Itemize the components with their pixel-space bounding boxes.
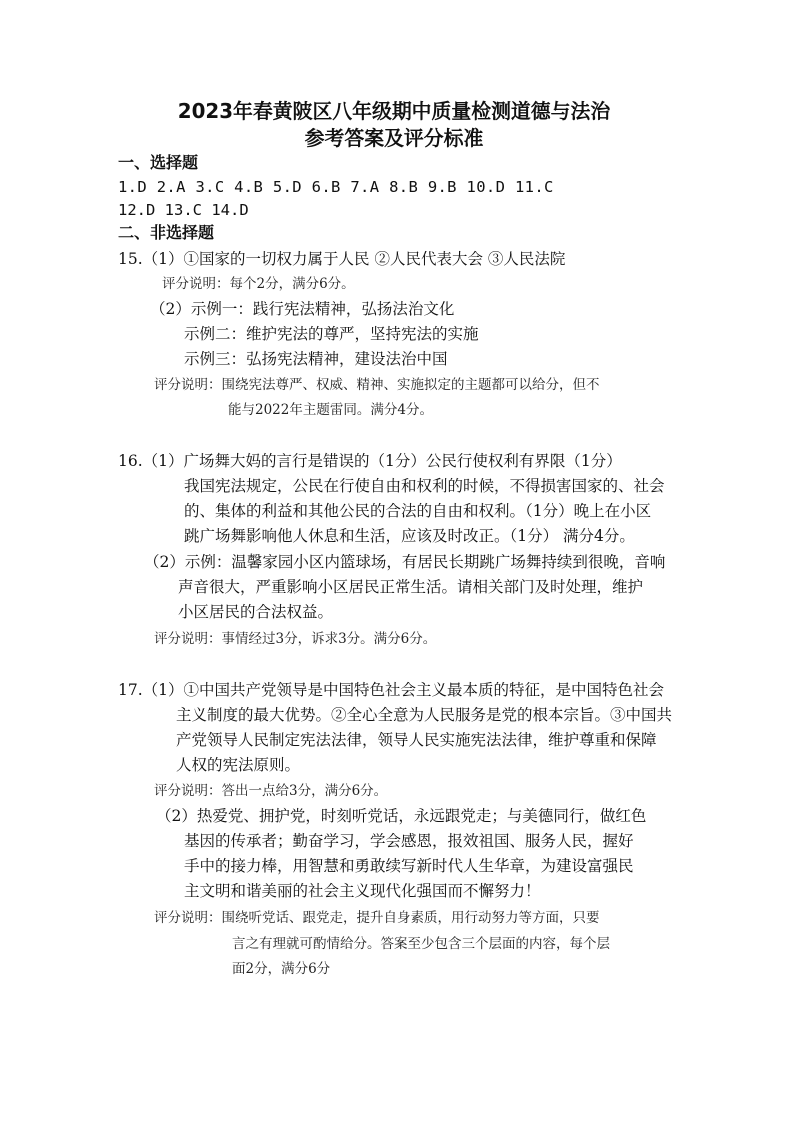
section-heading-nonchoice: 二、非选择题: [118, 223, 215, 242]
q16-line4: 跳广场舞影响他人休息和生活，应该及时改正。（1分） 满分4分。: [184, 527, 635, 545]
choice-answers-line-1: 1.D 2.A 3.C 4.B 5.D 6.B 7.A 8.B 9.B 10.D 11.C: [118, 178, 554, 196]
q15-note2-line1: 评分说明：围绕宪法尊严、权威、精神、实施拟定的主题都可以给分，但不: [154, 377, 600, 393]
q16-line3: 的、集体的利益和其他公民的合法的自由和权利。（1分）晚上在小区: [184, 502, 652, 520]
page-subtitle: 参考答案及评分标准: [304, 126, 484, 150]
q17-line7: 手中的接力棒，用智慧和勇敢续写新时代人生华章，为建设富强民: [184, 857, 634, 875]
q15-part2: （2）示例一：践行宪法精神，弘扬法治文化: [150, 300, 455, 318]
q16-part2: （2）示例：温馨家园小区内篮球场，有居民长期跳广场舞持续到很晚，音响: [144, 553, 666, 571]
q15-part1: 15.（1）①国家的一切权力属于人民 ②人民代表大会 ③人民法院: [118, 250, 566, 268]
q17-note2-line1: 评分说明：围绕听党话、跟党走，提升自身素质，用行动努力等方面，只要: [154, 910, 600, 926]
q15-note2-line2: 能与2022年主题雷同。满分4分。: [228, 402, 433, 418]
q17-note2-line2: 言之有理就可酌情给分。答案至少包含三个层面的内容，每个层: [232, 936, 610, 952]
q17-part2: （2）热爱党、拥护党，时刻听党话，永远跟党走；与美德同行，做红色: [156, 807, 647, 825]
q15-example2: 示例二：维护宪法的尊严，坚持宪法的实施: [184, 325, 479, 343]
q17-part1: 17.（1）①中国共产党领导是中国特色社会主义最本质的特征，是中国特色社会: [118, 681, 665, 699]
q17-line3: 产党领导人民制定宪法法律，领导人民实施宪法法律，维护尊重和保障: [176, 731, 657, 749]
q16-line2: 我国宪法规定，公民在行使自由和权利的时候，不得损害国家的、社会: [184, 477, 665, 495]
section-heading-choice: 一、选择题: [118, 153, 199, 172]
q16-line7: 小区居民的合法权益。: [178, 603, 334, 621]
q16-part1: 16.（1）广场舞大妈的言行是错误的（1分）公民行使权利有界限（1分）: [118, 452, 622, 470]
q17-note2-line3: 面2分，满分6分: [232, 961, 331, 977]
page-title: 2023年春黄陂区八年级期中质量检测道德与法治: [177, 99, 611, 123]
q17-note1: 评分说明：答出一点给3分，满分6分。: [154, 783, 388, 799]
q17-line6: 基因的传承者；勤奋学习，学会感恩，报效祖国、服务人民，握好: [184, 832, 634, 850]
q15-note1: 评分说明：每个2分，满分6分。: [162, 276, 355, 292]
q15-example3: 示例三：弘扬宪法精神，建设法治中国: [184, 350, 448, 368]
choice-answers-line-2: 12.D 13.C 14.D: [118, 201, 249, 219]
q17-line4: 人权的宪法原则。: [176, 756, 301, 774]
q17-line2: 主义制度的最大优势。②全心全意为人民服务是党的根本宗旨。③中国共: [176, 706, 673, 724]
q16-note: 评分说明：事情经过3分，诉求3分。满分6分。: [154, 631, 437, 647]
q16-line6: 声音很大，严重影响小区居民正常生活。请相关部门及时处理，维护: [178, 578, 644, 596]
q17-line8: 主文明和谐美丽的社会主义现代化强国而不懈努力！: [184, 882, 541, 900]
